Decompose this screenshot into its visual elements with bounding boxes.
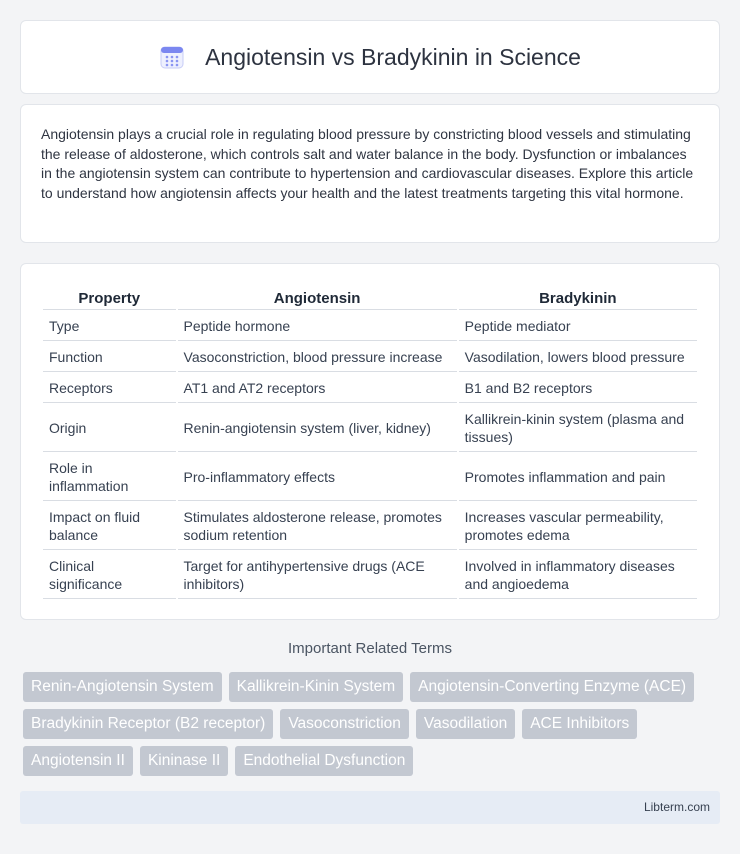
bradykinin-cell: B1 and B2 receptors xyxy=(459,374,697,403)
calendar-icon xyxy=(159,44,185,70)
table-row xyxy=(43,343,697,372)
header-property: Property xyxy=(43,286,176,310)
table-header-row xyxy=(43,286,697,310)
related-term-tag[interactable]: Kallikrein-Kinin System xyxy=(229,672,404,702)
footer-brand-link[interactable]: Libterm.com xyxy=(643,800,710,814)
related-term-tag[interactable]: Renin-Angiotensin System xyxy=(23,672,222,702)
header-card xyxy=(20,20,720,94)
intro-paragraph: Angiotensin plays a crucial role in regulating blood pressure by constricting blood vessels and stimulating the release of aldosterone, which controls salt and water balance in the body. Dysfunction or imbalances in the angiotensin system can contribute to hypertension and cardiovascular diseases. Explore this article to understand how angiotensin affects your health and the latest treatments targeting this vital hormone. xyxy=(41,126,694,201)
property-cell: Impact on fluid balance xyxy=(43,503,176,550)
property-cell: Role in inflammation xyxy=(43,454,176,501)
related-terms-list xyxy=(23,672,723,776)
related-term-tag[interactable]: Endothelial Dysfunction xyxy=(235,746,413,776)
angiotensin-cell: Pro-inflammatory effects xyxy=(178,454,457,501)
table-row xyxy=(43,454,697,501)
angiotensin-cell: AT1 and AT2 receptors xyxy=(178,374,457,403)
related-terms-title: Important Related Terms xyxy=(288,640,452,657)
comparison-table-card xyxy=(20,263,720,620)
bradykinin-cell: Promotes inflammation and pain xyxy=(459,454,697,501)
property-cell: Type xyxy=(43,312,176,341)
header-angiotensin: Angiotensin xyxy=(178,286,457,310)
related-term-tag[interactable]: ACE Inhibitors xyxy=(522,709,637,739)
angiotensin-cell: Renin-angiotensin system (liver, kidney) xyxy=(178,405,457,452)
angiotensin-cell: Target for antihypertensive drugs (ACE inhibitors) xyxy=(178,552,457,599)
comparison-table xyxy=(41,284,699,601)
table-row xyxy=(43,312,697,341)
bradykinin-cell: Involved in inflammatory diseases and angioedema xyxy=(459,552,697,599)
bradykinin-cell: Vasodilation, lowers blood pressure xyxy=(459,343,697,372)
related-term-tag[interactable]: Vasoconstriction xyxy=(280,709,409,739)
related-term-tag[interactable]: Angiotensin II xyxy=(23,746,133,776)
page-title: Angiotensin vs Bradykinin in Science xyxy=(205,43,581,70)
property-cell: Clinical significance xyxy=(43,552,176,599)
bradykinin-cell: Increases vascular permeability, promotes edema xyxy=(459,503,697,550)
related-term-tag[interactable]: Angiotensin-Converting Enzyme (ACE) xyxy=(410,672,694,702)
table-row xyxy=(43,405,697,452)
table-row xyxy=(43,552,697,599)
angiotensin-cell: Stimulates aldosterone release, promotes sodium retention xyxy=(178,503,457,550)
intro-card xyxy=(20,104,720,243)
angiotensin-cell: Peptide hormone xyxy=(178,312,457,341)
property-cell: Receptors xyxy=(43,374,176,403)
property-cell: Origin xyxy=(43,405,176,452)
table-row xyxy=(43,503,697,550)
property-cell: Function xyxy=(43,343,176,372)
bradykinin-cell: Kallikrein-kinin system (plasma and tissues) xyxy=(459,405,697,452)
header-bradykinin: Bradykinin xyxy=(459,286,697,310)
footer xyxy=(20,791,720,824)
related-term-tag[interactable]: Kininase II xyxy=(140,746,228,776)
bradykinin-cell: Peptide mediator xyxy=(459,312,697,341)
angiotensin-cell: Vasoconstriction, blood pressure increase xyxy=(178,343,457,372)
table-row xyxy=(43,374,697,403)
related-term-tag[interactable]: Bradykinin Receptor (B2 receptor) xyxy=(23,709,273,739)
related-term-tag[interactable]: Vasodilation xyxy=(416,709,515,739)
